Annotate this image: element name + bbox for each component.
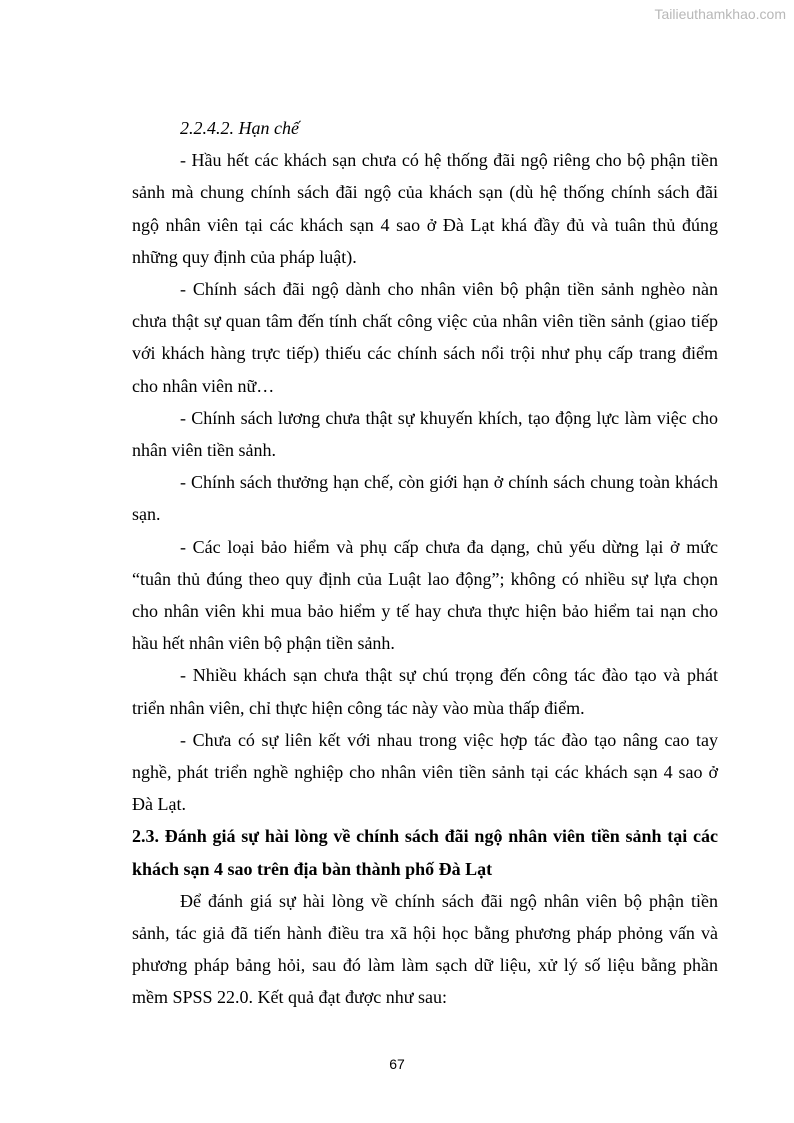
paragraph-4: - Chính sách thưởng hạn chế, còn giới hạn ở chính sách chung toàn khách sạn. — [132, 472, 718, 525]
paragraph-6: - Nhiều khách sạn chưa thật sự chú trọng đến công tác đào tạo và phát triển nhân viên, chỉ thực hiện công tác này vào mùa thấp điểm. — [132, 665, 718, 718]
document-body — [132, 112, 718, 1014]
paragraph-7: - Chưa có sự liên kết với nhau trong việc hợp tác đào tạo nâng cao tay nghề, phát triển nghề nghiệp cho nhân viên tiền sảnh tại các khách sạn 4 sao ở Đà Lạt. — [132, 729, 718, 815]
paragraph-5: - Các loại bảo hiểm và phụ cấp chưa đa dạng, chủ yếu dừng lại ở mức “tuân thủ đúng theo quy định của Luật lao động”; không có nhiều sự lựa chọn cho nhân viên khi mua bảo hiểm y tế hay chưa thực hiện bảo hiểm tai nạn cho hầu hết nhân viên bộ phận tiền sảnh. — [132, 536, 718, 654]
page-number: 67 — [389, 1056, 405, 1072]
section-heading: 2.3. Đánh giá sự hài lòng về chính sách đãi ngộ nhân viên tiền sảnh tại các khách sạn 4 sao trên địa bàn thành phố Đà Lạt — [132, 826, 718, 879]
subheading: 2.2.4.2. Hạn chế — [180, 118, 299, 138]
paragraph-3: - Chính sách lương chưa thật sự khuyến khích, tạo động lực làm việc cho nhân viên tiền sảnh. — [132, 407, 718, 461]
watermark: Tailieuthamkhao.com — [654, 6, 786, 22]
paragraph-1: - Hầu hết các khách sạn chưa có hệ thống đãi ngộ riêng cho bộ phận tiền sảnh mà chung chính sách đãi ngộ của khách sạn (dù hệ thống chính sách đãi ngộ nhân viên tại các khách sạn 4 sao ở Đà Lạt khá đầy đủ và tuân thủ đúng những quy định của pháp luật). — [132, 150, 718, 267]
section-paragraph: Để đánh giá sự hài lòng về chính sách đãi ngộ nhân viên bộ phận tiền sảnh, tác giả đã tiến hành điều tra xã hội học bằng phương pháp phỏng vấn và phương pháp bảng hỏi, sau đó làm làm sạch dữ liệu, xử lý số liệu bằng phần mềm SPSS 22.0. Kết quả đạt được như sau: — [132, 890, 718, 1008]
paragraph-2: - Chính sách đãi ngộ dành cho nhân viên bộ phận tiền sảnh nghèo nàn chưa thật sự quan tâm đến tính chất công việc của nhân viên tiền sảnh (giao tiếp với khách hàng trực tiếp) thiếu các chính sách nổi trội như phụ cấp trang điểm cho nhân viên nữ… — [132, 279, 718, 396]
